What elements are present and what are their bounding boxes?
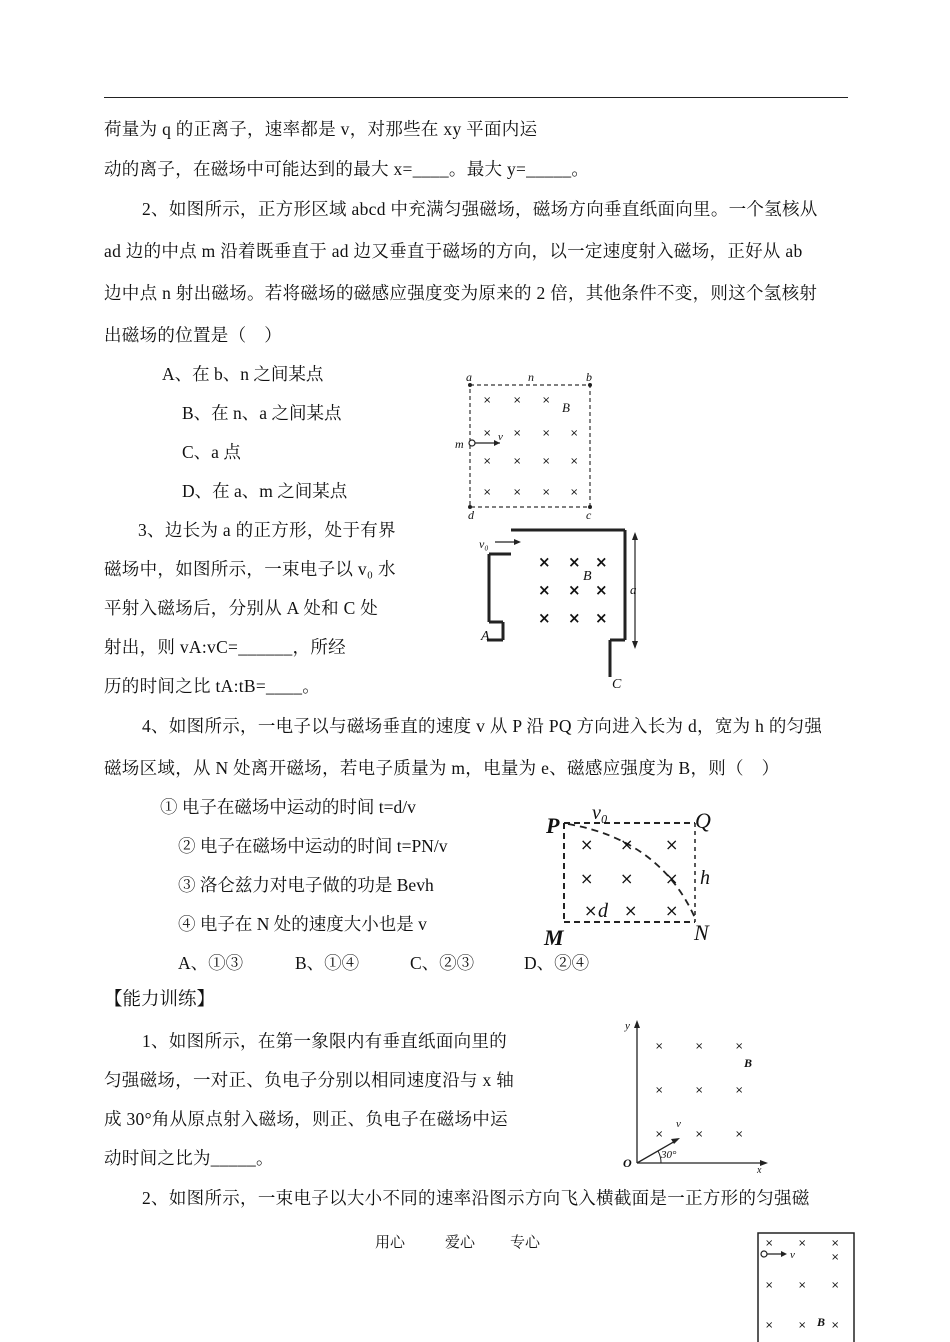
option-b: B、在 n、a 之间某点 [182, 403, 342, 423]
svg-text:×: × [735, 1041, 744, 1052]
svg-text:×: × [568, 553, 581, 571]
svg-text:×: × [620, 869, 634, 888]
question-3-text: 射出，则 vA:vC=______，所经 [104, 637, 346, 657]
label-Q: Q [695, 808, 711, 833]
statement-1: ① 电子在磁场中运动的时间 t=d/v [160, 797, 416, 817]
svg-text:×: × [695, 1085, 704, 1096]
svg-text:×: × [513, 395, 522, 406]
label-O: O [623, 1156, 632, 1170]
label-m: m [455, 437, 464, 451]
svg-text:×: × [765, 1280, 774, 1291]
svg-text:×: × [570, 456, 579, 467]
label-C: C [612, 677, 622, 692]
label-d: d [598, 900, 608, 922]
statement-2: ② 电子在磁场中运动的时间 t=PN/v [178, 836, 448, 856]
svg-text:×: × [655, 1129, 664, 1140]
svg-text:×: × [513, 456, 522, 467]
svg-text:×: × [538, 553, 551, 571]
question-3-text: 磁场中，如图所示，一束电子以 v₀ 水 [104, 559, 396, 579]
label-c: c [586, 508, 592, 522]
exercise-1-text: 动时间之比为_____。 [104, 1148, 274, 1168]
svg-text:×: × [620, 835, 634, 854]
choice-a: A、①③ [178, 953, 244, 973]
svg-text:×: × [831, 1280, 840, 1291]
label-B: B [583, 569, 592, 584]
label-N: N [694, 920, 709, 945]
svg-text:×: × [513, 428, 522, 439]
text-line: 动的离子，在磁场中可能达到的最大 x=____。最大 y=_____。 [104, 159, 590, 179]
label-v0: v₀ [479, 537, 489, 551]
label-angle: 30° [661, 1149, 677, 1161]
exercise-2-text: 2、如图所示，一束电子以大小不同的速率沿图示方向飞入横截面是一正方形的匀强磁 [142, 1188, 810, 1208]
question-2-text: 出磁场的位置是（ ） [104, 325, 282, 345]
svg-text:×: × [595, 553, 608, 571]
svg-text:×: × [798, 1238, 807, 1249]
svg-text:×: × [665, 835, 679, 854]
choice-d: D、②④ [524, 953, 590, 973]
label-v0: v₀ [592, 802, 608, 824]
label-d: d [468, 508, 474, 522]
svg-text:×: × [580, 835, 594, 854]
quadrant-field-diagram [615, 1015, 785, 1175]
section-heading: 【能力训练】 [104, 989, 216, 1010]
field-crosses [655, 1041, 743, 1140]
question-3-text: 3、边长为 a 的正方形，处于有界 [138, 520, 396, 540]
label-B: B [562, 400, 570, 415]
field-crosses [580, 835, 678, 920]
choice-c: C、②③ [410, 953, 475, 973]
svg-text:×: × [831, 1238, 840, 1249]
svg-text:×: × [595, 581, 608, 599]
svg-text:×: × [695, 1129, 704, 1140]
option-d: D、在 a、m 之间某点 [182, 481, 348, 501]
label-M: M [544, 925, 564, 950]
svg-text:×: × [570, 428, 579, 439]
svg-text:×: × [735, 1129, 744, 1140]
label-n: n [528, 370, 534, 384]
label-B: B [744, 1056, 753, 1070]
svg-text:×: × [483, 395, 492, 406]
svg-text:×: × [513, 487, 522, 498]
label-a: a [630, 582, 637, 597]
footer-text: 用心 [375, 1235, 406, 1251]
field-crosses [538, 553, 608, 627]
question-4-text: 4、如图所示，一电子以与磁场垂直的速度 v 从 P 沿 PQ 方向进入长为 d，宽为 h 的匀强 [142, 716, 823, 736]
svg-text:×: × [584, 901, 598, 920]
label-x: x [757, 1165, 762, 1176]
svg-text:×: × [542, 487, 551, 498]
choice-b: B、①④ [295, 953, 360, 973]
question-2-text: 2、如图所示，正方形区域 abcd 中充满匀强磁场，磁场方向垂直纸面向里。一个氢核从 [142, 199, 818, 219]
option-c: C、a 点 [182, 442, 241, 462]
statement-3: ③ 洛仑兹力对电子做的功是 Bevh [178, 875, 434, 895]
square-field-diagram-2 [755, 1230, 860, 1342]
svg-text:×: × [483, 428, 492, 439]
header-rule [104, 97, 848, 98]
svg-text:×: × [831, 1320, 840, 1331]
svg-text:×: × [568, 581, 581, 599]
bounded-field-diagram [475, 522, 650, 692]
svg-text:×: × [570, 487, 579, 498]
svg-text:×: × [483, 487, 492, 498]
statement-4: ④ 电子在 N 处的速度大小也是 v [178, 914, 427, 934]
footer-text: 专心 [510, 1235, 541, 1251]
svg-text:×: × [538, 581, 551, 599]
exercise-1-text: 成 30°角从原点射入磁场，则正、负电子在磁场中运 [104, 1109, 508, 1129]
question-4-text: 磁场区域，从 N 处离开磁场，若电子质量为 m，电量为 e、磁感应强度为 B，则（ ） [104, 758, 780, 778]
svg-text:×: × [665, 869, 679, 888]
text-line: 荷量为 q 的正离子，速率都是 v，对那些在 xy 平面内运 [104, 119, 538, 139]
svg-text:×: × [765, 1238, 774, 1249]
svg-text:×: × [655, 1041, 664, 1052]
svg-text:×: × [542, 456, 551, 467]
svg-text:×: × [798, 1280, 807, 1291]
svg-text:×: × [542, 395, 551, 406]
svg-text:×: × [665, 901, 679, 920]
label-v: v [498, 431, 503, 443]
exercise-1-text: 匀强磁场，一对正、负电子分别以相同速度沿与 x 轴 [104, 1070, 514, 1090]
svg-text:×: × [624, 901, 638, 920]
svg-text:×: × [765, 1320, 774, 1331]
question-2-text: ad 边的中点 m 沿着既垂直于 ad 边又垂直于磁场的方向，以一定速度射入磁场，正好从 ab [104, 241, 803, 261]
label-b: b [586, 370, 592, 384]
label-B: B [817, 1315, 826, 1329]
exercise-1-text: 1、如图所示，在第一象限内有垂直纸面向里的 [142, 1031, 508, 1051]
field-crosses [765, 1238, 839, 1331]
svg-text:×: × [735, 1085, 744, 1096]
label-P: P [546, 813, 560, 838]
svg-text:×: × [483, 456, 492, 467]
question-3-text: 平射入磁场后，分别从 A 处和 C 处 [104, 598, 379, 618]
label-h: h [700, 867, 710, 889]
svg-text:×: × [595, 609, 608, 627]
square-field-diagram [450, 370, 610, 525]
svg-text:×: × [542, 428, 551, 439]
question-3-text: 历的时间之比 tA:tB=____。 [104, 676, 321, 696]
svg-text:×: × [655, 1085, 664, 1096]
svg-text:×: × [695, 1041, 704, 1052]
label-y: y [625, 1020, 630, 1032]
question-2-text: 边中点 n 射出磁场。若将磁场的磁感应强度变为原来的 2 倍，其他条件不变，则这个氢核射 [104, 283, 818, 303]
rectangular-field-diagram [540, 800, 730, 955]
label-a: a [466, 370, 472, 384]
svg-text:×: × [831, 1252, 840, 1263]
svg-text:×: × [568, 609, 581, 627]
svg-text:×: × [798, 1320, 807, 1331]
svg-text:×: × [538, 609, 551, 627]
label-v: v [676, 1118, 681, 1130]
option-a: A、在 b、n 之间某点 [162, 364, 324, 384]
svg-text:×: × [580, 869, 594, 888]
footer-text: 爱心 [445, 1235, 476, 1251]
label-v: v [790, 1249, 795, 1261]
label-A: A [481, 629, 490, 644]
